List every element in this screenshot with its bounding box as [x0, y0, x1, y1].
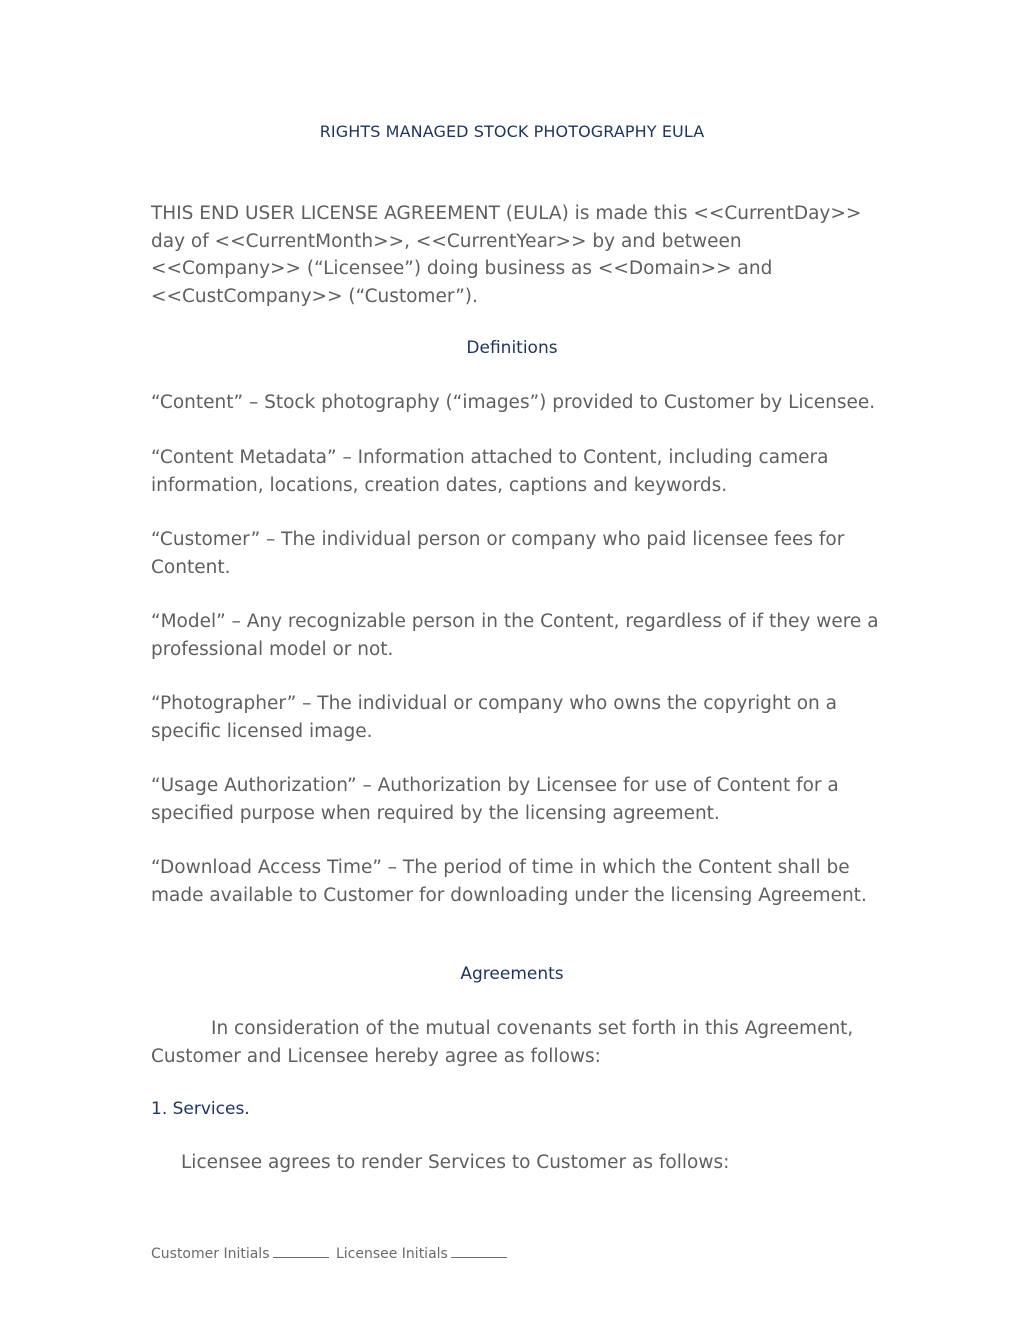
definition-customer: “Customer” – The individual person or company who paid licensee fees for Content. [151, 529, 845, 578]
definition-download-access-time: “Download Access Time” – The period of time in which the Content shall be made available to Customer for downloading under the licensing Agreement. [151, 857, 867, 906]
section-1-text: Licensee agrees to render Services to Customer as follows: [181, 1152, 730, 1173]
definition-photographer: “Photographer” – The individual or company who owns the copyright on a specific licensed image. [151, 693, 837, 742]
section-1-label: 1. Services. [151, 1099, 250, 1119]
customer-initials-label: Customer Initials [151, 1246, 270, 1262]
customer-initials-blank [273, 1245, 329, 1258]
document-title: RIGHTS MANAGED STOCK PHOTOGRAPHY EULA [319, 122, 705, 141]
licensee-initials-label: Licensee Initials [335, 1246, 448, 1262]
definition-content-metadata: “Content Metadata” – Information attached to Content, including camera information, locations, creation dates, captions and keywords. [151, 447, 829, 496]
agreements-heading: Agreements [460, 964, 564, 984]
agreements-intro: In consideration of the mutual covenants set forth in this Agreement, Customer and Licensee hereby agree as follows: [151, 1018, 854, 1067]
initials-footer [151, 1245, 510, 1262]
intro-paragraph: THIS END USER LICENSE AGREEMENT (EULA) is made this <<CurrentDay>> day of <<CurrentMonth>>, <<CurrentYear>> by and between <<Company>> (“Licensee”) doing business as <<Domain>> and <<CustCompany>> (“Customer”). [151, 203, 862, 307]
definition-model: “Model” – Any recognizable person in the Content, regardless of if they were a professional model or not. [151, 611, 879, 660]
definition-content: “Content” – Stock photography (“images”) provided to Customer by Licensee. [151, 392, 876, 413]
licensee-initials-blank [451, 1245, 507, 1258]
definitions-heading: Definitions [466, 338, 558, 358]
definition-usage-authorization: “Usage Authorization” – Authorization by Licensee for use of Content for a specified purpose when required by the licensing agreement. [151, 775, 839, 824]
